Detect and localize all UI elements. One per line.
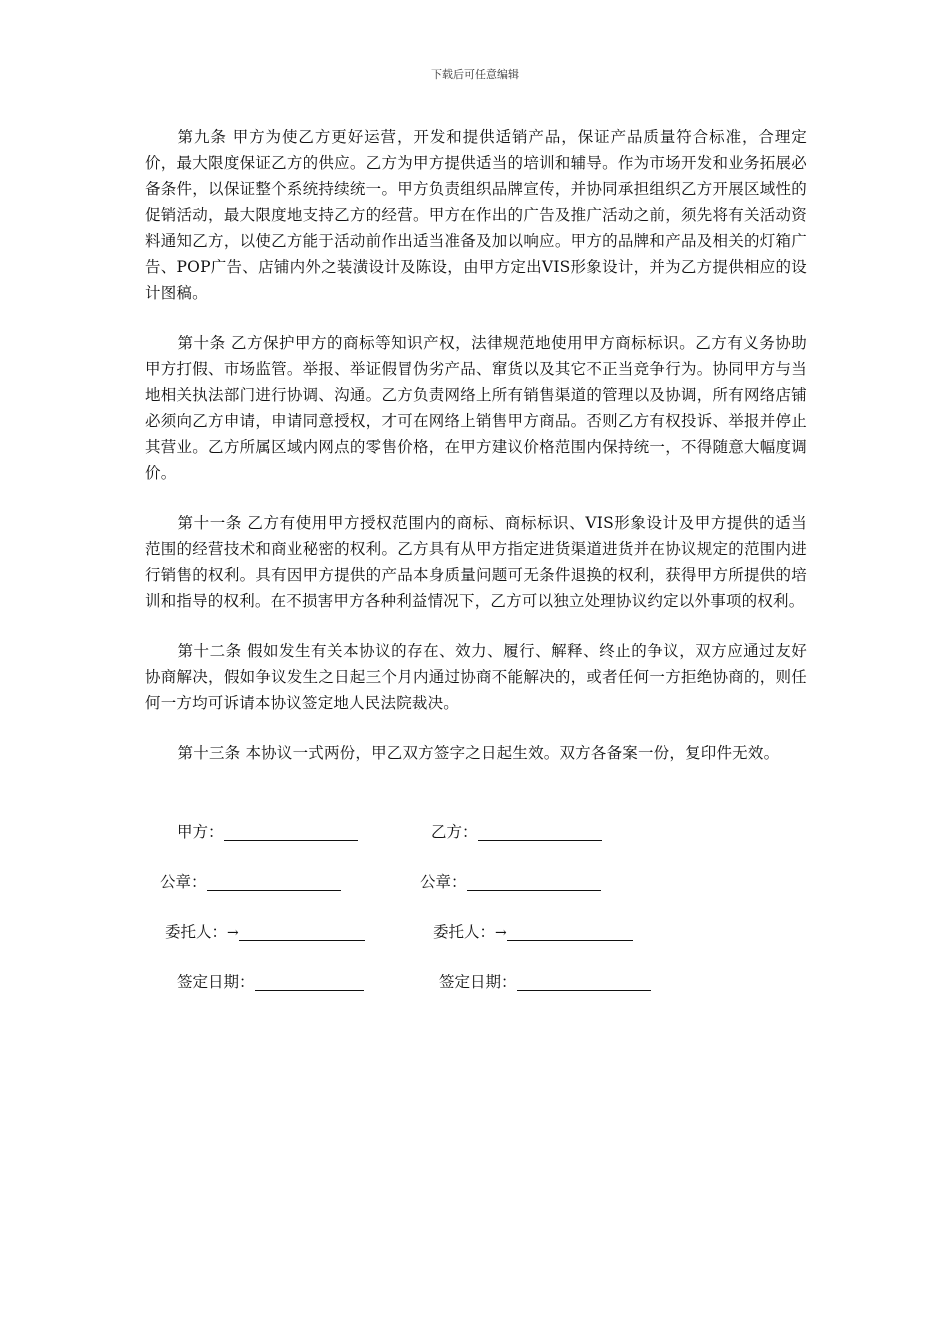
article-12: 第十二条 假如发生有关本协议的存在、效力、履行、解释、终止的争议，双方应通过友好协商解决，假如争议发生之日起三个月内通过协商不能解决的，或者任何一方拒绝协商的，则任何一方均可诉请本协议签定地人民法院裁决。 [145,642,807,712]
seal-a-field [160,870,341,892]
party-b-field [431,820,602,842]
arrow-b-icon: → [495,925,507,941]
seal-a-line[interactable] [207,872,341,891]
agent-b-label: 委托人： [433,923,496,941]
party-a-label: 甲方： [177,823,224,841]
signature-block [145,820,807,1020]
article-9: 第九条 甲方为使乙方更好运营，开发和提供适销产品，保证产品质量符合标准，合理定价，最大限度保证乙方的供应。乙方为甲方提供适当的培训和辅导。作为市场开发和业务拓展必备条件，以保证整个系统持续统一。甲方负责组织品牌宣传，并协同承担组织乙方开展区域性的促销活动，最大限度地支持乙方的经营。甲方在作出的广告及推广活动之前，须先将有关活动资料通知乙方，以使乙方能于活动前作出适当准备及加以响应。甲方的品牌和产品及相关的灯箱广告、POP广告、店铺内外之装潢设计及陈设，由甲方定出VIS形象设计，并为乙方提供相应的设计图稿。 [145,128,807,302]
date-a-line[interactable] [255,972,364,991]
party-a-line[interactable] [224,822,358,841]
agent-b-field [433,920,633,942]
signature-row-agent [145,920,807,970]
page-header: 下载后可任意编辑 [431,68,519,81]
agent-a-field [165,920,365,942]
agent-a-line[interactable] [239,922,365,941]
date-a-label: 签定日期： [177,973,255,991]
party-b-line[interactable] [478,822,602,841]
seal-a-label: 公章： [160,873,207,891]
seal-b-label: 公章： [420,873,467,891]
date-b-line[interactable] [517,972,651,991]
seal-b-line[interactable] [467,872,601,891]
date-b-label: 签定日期： [439,973,517,991]
agent-a-label: 委托人： [165,923,228,941]
seal-b-field [420,870,601,892]
arrow-a-icon: → [227,925,239,941]
signature-row-party [145,820,807,870]
party-b-label: 乙方： [431,823,478,841]
party-a-field [177,820,358,842]
date-a-field [177,970,364,992]
signature-row-date [145,970,807,1020]
article-10: 第十条 乙方保护甲方的商标等知识产权，法律规范地使用甲方商标标识。乙方有义务协助甲方打假、市场监管。举报、举证假冒伪劣产品、窜货以及其它不正当竞争行为。协同甲方与当地相关执法部门进行协调、沟通。乙方负责网络上所有销售渠道的管理以及协调，所有网络店铺必须向乙方申请，申请同意授权，才可在网络上销售甲方商品。否则乙方有权投诉、举报并停止其营业。乙方所属区域内网点的零售价格，在甲方建议价格范围内保持统一，不得随意大幅度调价。 [145,334,807,482]
agreement-body [145,124,807,790]
agent-b-line[interactable] [507,922,633,941]
signature-row-seal [145,870,807,920]
date-b-field [439,970,651,992]
article-13: 第十三条 本协议一式两份，甲乙双方签字之日起生效。双方各备案一份，复印件无效。 [177,744,780,762]
article-11: 第十一条 乙方有使用甲方授权范围内的商标、商标标识、VIS形象设计及甲方提供的适当范围的经营技术和商业秘密的权利。乙方具有从甲方指定进货渠道进货并在协议规定的范围内进行销售的权利。具有因甲方提供的产品本身质量问题可无条件退换的权利，获得甲方所提供的培训和指导的权利。在不损害甲方各种利益情况下，乙方可以独立处理协议约定以外事项的权利。 [145,514,807,610]
